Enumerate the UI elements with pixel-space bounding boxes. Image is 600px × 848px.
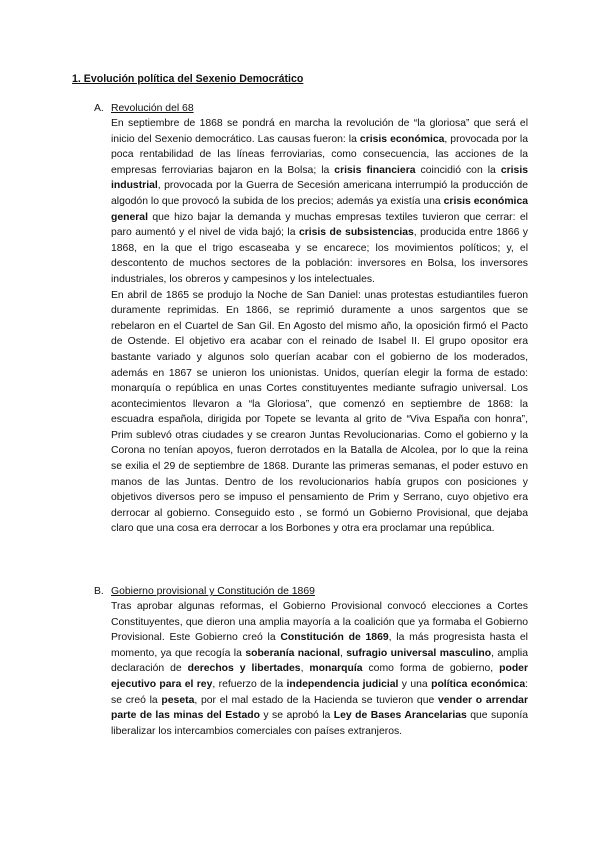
section-a-body	[111, 116, 528, 537]
bold-text-run: Constitución de 1869	[280, 632, 389, 644]
text-run: , producida entre 1866 y 1868, en la que el trigo escaseaba y se encarece; los movimientos políticos; y, el descontento de muchos sectores de la población: inversores en Bolsa, los inversores industriales, los obreros y campesinos y los intelectuales.	[111, 227, 529, 285]
section-a-paragraph-2: En abril de 1865 se produjo la Noche de San Daniel: unas protestas estudiantiles fueron duramente reprimidas. En 1866, se reprimió duramente a unos sargentos que se rebelaron en el Cuartel de San Gil. En Agosto del mismo año, la oposición firmó el Pacto de Ostende. El objetivo era acabar con el reinado de Isabel II. El grupo opositor era bastante variado y algunos solo querían acabar con el gobierno de los moderados, además en 1867 se unieron los unionistas. Unidos, querían elegir la forma de estado: monarquía o república en unas Cortes constituyentes mediante sufragio universal. Los acontecimientos llevaron a “la Gloriosa”, que comenzó en septiembre de 1868: la escuadra española, dirigida por Topete se levanta al grito de “Viva España con honra”, Prim sublevó otras ciudades y se crearon Juntas Revolucionarias. Como el gobierno y la Corona no tenían apoyos, fueron derrotados en la Batalla de Alcolea, por lo que la reina se exilia el 29 de septiembre de 1868. Durante las primeras semanas, el poder estuvo en manos de las Juntas. Dentro de los revolucionarios había grupos con posiciones y objetivos diversos pero se impuso el pensamiento de Prim y Serrano, cuyo objetivo era derrocar al gobierno. Conseguido esto , se formó un Gobierno Provisional, que dejaba claro que una cosa era derrocar a los Borbones y otra era proclamar una república.	[111, 289, 528, 535]
section-a-title: Revolución del 68	[111, 103, 194, 114]
text-run: , provocada por la poca rentabilidad de las líneas ferroviarias, como consecuencia, las acciones de la empresas ferroviarias bajaron en la Bolsa; la	[111, 133, 528, 176]
bold-text-run: crisis económica	[359, 133, 445, 145]
text-run: y se aprobó la	[259, 710, 334, 722]
section-b-body	[111, 599, 528, 739]
bold-text-run: derechos y libertades	[187, 663, 301, 675]
text-run: ,	[339, 647, 347, 659]
text-run: ,	[300, 663, 310, 675]
text-run: y una	[398, 678, 432, 690]
bold-text-run: vender o arrendar parte de las minas del Estado	[111, 694, 528, 722]
section-b-letter: B.	[94, 586, 104, 597]
bold-text-run: peseta	[161, 694, 195, 706]
page-title: 1. Evolución política del Sexenio Democrático	[72, 73, 304, 85]
bold-text-run: crisis financiera	[334, 164, 416, 176]
text-run: como forma de gobierno,	[362, 663, 500, 675]
text-run: coincidió con la	[415, 164, 501, 176]
section-b-paragraph-1	[111, 599, 528, 739]
bold-text-run: sufragio universal masculino	[346, 647, 492, 659]
bold-text-run: monarquía	[309, 663, 363, 675]
text-run: , por el mal estado de la Hacienda se tuvieron que	[194, 694, 438, 706]
text-run: , refuerzo de la	[212, 678, 287, 690]
section-b-title: Gobierno provisional y Constitución de 1869	[111, 586, 315, 597]
section-a-letter: A.	[94, 103, 104, 114]
section-a-paragraph-1	[111, 116, 528, 288]
text-run: que hizo bajar la demanda y muchas empresas textiles tuvieron que cerrar: el paro aumentó y el nivel de vida bajó; la	[111, 211, 528, 239]
text-run: : se creó la	[111, 678, 529, 706]
bold-text-run: independencia judicial	[286, 678, 399, 690]
bold-text-run: poder ejecutivo para el rey	[111, 663, 528, 690]
section-b-heading	[94, 584, 315, 600]
bold-text-run: política económica	[431, 678, 526, 690]
bold-text-run: soberanía nacional	[245, 647, 340, 659]
bold-text-run: Ley de Bases Arancelarias	[333, 710, 467, 722]
bold-text-run: crisis económica general	[111, 195, 529, 223]
text-run: Tras aprobar algunas reformas, el Gobierno Provisional convocó elecciones a Cortes Constituyentes, que dieron una amplia mayoría a la coalición que ya formaba el Gobierno Provisional. Este Gobierno creó la	[111, 601, 528, 644]
text-run: , provocada por la Guerra de Secesión americana interrumpió la producción de algodón lo que provocó la subida de los precios; además ya existía una	[111, 180, 528, 207]
text-run: , la más progresista hasta el momento, ya que recogía la	[111, 632, 528, 659]
text-run: que suponía liberalizar los intercambios comerciales con países extranjeros.	[111, 710, 528, 737]
text-run: En septiembre de 1868 se pondrá en marcha la revolución de “la gloriosa” que será el inicio del Sexenio democrático. Las causas fueron: la	[111, 118, 528, 145]
section-a-heading	[94, 101, 194, 117]
bold-text-run: crisis industrial	[111, 164, 528, 192]
bold-text-run: crisis de subsistencias	[298, 227, 414, 239]
text-run: , amplia declaración de	[111, 647, 528, 675]
